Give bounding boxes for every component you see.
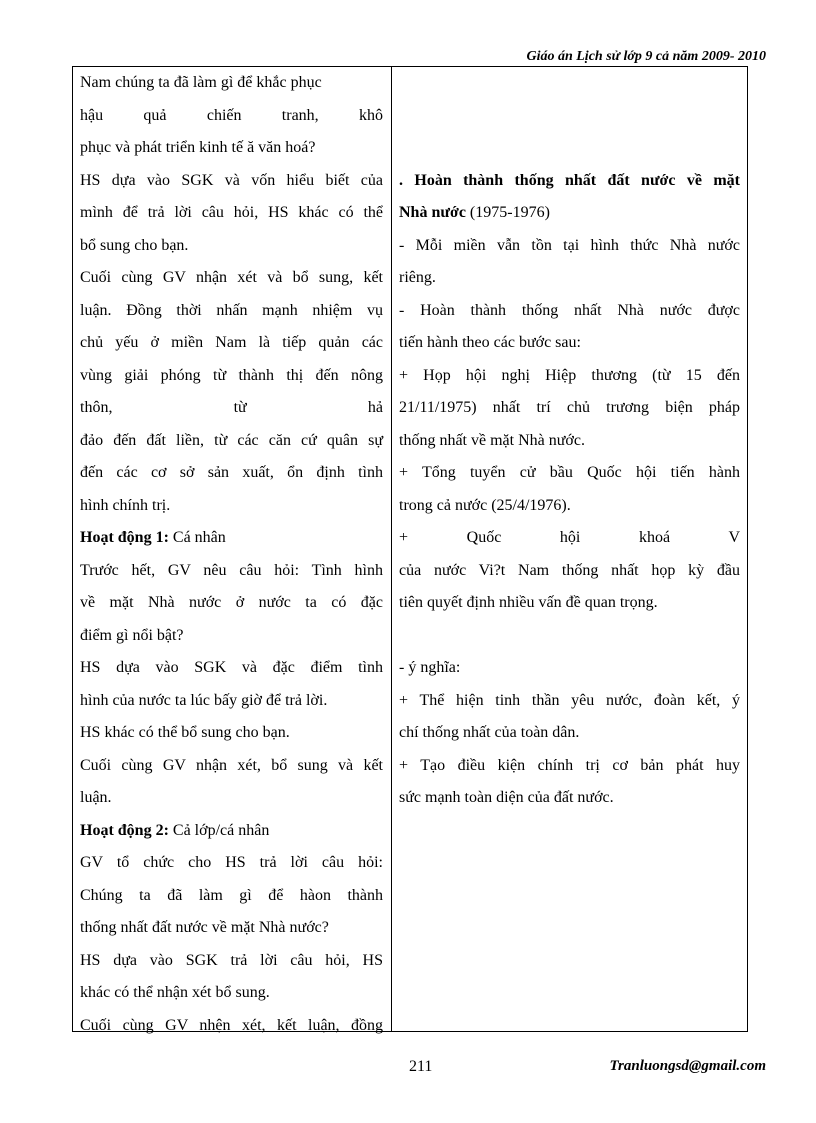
activity-line-text: về mặt Nhà nước ở nước ta có đặc [80, 594, 383, 611]
page-number: 211 [409, 1058, 433, 1075]
activity-line [80, 230, 383, 263]
activity-line [80, 880, 383, 913]
content-line [399, 295, 740, 328]
activity-line-text: thôn, từ hả [80, 399, 383, 416]
content-line [399, 132, 740, 165]
content-line [399, 750, 740, 783]
content-line [399, 327, 740, 360]
content-line-text: trong cả nước (25/4/1976). [399, 496, 571, 514]
activity-line [80, 165, 383, 198]
activity-line-text: mình để trả lời câu hỏi, HS khác có thể [80, 204, 383, 221]
activity-line-text: vùng giải phóng từ thành thị đến nông [80, 366, 383, 384]
column-divider [391, 67, 392, 1031]
activity-line [80, 782, 383, 815]
content-line [399, 685, 740, 718]
activities-column [80, 67, 383, 1042]
activity-line [80, 197, 383, 230]
activity-line [80, 490, 383, 523]
activity-line-text: GV tổ chức cho HS trả lời câu hỏi: [80, 854, 383, 871]
content-line-text: + Quốc hội khoá V [399, 529, 740, 546]
content-line [399, 67, 740, 100]
activity-line-text: hình chính trị. [80, 496, 171, 514]
content-line [399, 717, 740, 750]
content-line [399, 230, 740, 263]
activity-line-text: bổ sung cho bạn. [80, 236, 189, 254]
activity-line-text: Chúng ta đã làm gì để hàon thành [80, 886, 383, 904]
lesson-table [72, 66, 748, 1032]
content-line-text: tiên quyết định nhiều vấn đề quan trọng. [399, 594, 658, 611]
activity-line [80, 945, 383, 978]
content-line-text: sức mạnh toàn diện của đất nước. [399, 789, 614, 806]
activity-line [80, 360, 383, 393]
activity-line-text: Nam chúng ta đã làm gì để khắc phục [80, 74, 322, 91]
content-line-bold: Nhà nước [399, 204, 466, 221]
footer-email: Tranluongsd@gmail.com [609, 1058, 766, 1074]
activity-line [80, 327, 383, 360]
activity-line-text: điểm gì nổi bật? [80, 626, 184, 644]
content-line-text: tiến hành theo các bước sau: [399, 334, 581, 351]
activity-line-text: chủ yếu ở miền Nam là tiếp quản các [80, 334, 383, 351]
content-column [399, 67, 740, 815]
content-line [399, 652, 740, 685]
activity-line [80, 522, 383, 555]
activity-line-text: Trước hết, GV nêu câu hỏi: Tình hình [80, 561, 383, 579]
activity-line-text: HS dựa vào SGK và đặc điểm tình [80, 659, 383, 676]
content-line-text: chí thống nhất của toàn dân. [399, 724, 580, 741]
content-line [399, 555, 740, 588]
activity-line-text: HS khác có thể bổ sung cho bạn. [80, 724, 290, 741]
content-line-text: - Hoàn thành thống nhất Nhà nước được [399, 301, 740, 319]
content-line-text: - Mỗi miền vẫn tồn tại hình thức Nhà nước [399, 236, 740, 254]
activity-line [80, 67, 383, 100]
activity-line [80, 750, 383, 783]
content-line-text: (1975-1976) [465, 204, 550, 221]
activity-line [80, 847, 383, 880]
content-line [399, 587, 740, 620]
activity-line [80, 587, 383, 620]
content-line-text: + Tổng tuyển cử bầu Quốc hội tiến hành [399, 464, 740, 481]
content-line-text: riêng. [399, 269, 436, 286]
content-line [399, 100, 740, 133]
content-line-text: + Tạo điều kiện chính trị cơ bản phát huy [399, 756, 740, 774]
activity-line [80, 652, 383, 685]
content-line [399, 360, 740, 393]
activity-line-text: luận. [80, 789, 112, 806]
activity-line-text: hình của nước ta lúc bấy giờ để trả lời. [80, 691, 328, 709]
activity-line-text: phục và phát triển kinh tế ă văn hoá? [80, 139, 316, 156]
activity-line-text: Cuối cùng GV nhận xét, bổ sung và kết [80, 756, 383, 774]
activity-line-text: luận. Đồng thời nhấn mạnh nhiệm vụ [80, 301, 383, 319]
content-line [399, 262, 740, 295]
activity-line-bold: Hoạt động 1: [80, 529, 169, 546]
activity-line [80, 620, 383, 653]
content-line-text: - ý nghĩa: [399, 659, 461, 676]
content-line-text: + Họp hội nghị Hiệp thương (từ 15 đến [399, 366, 740, 384]
activity-line-text: thống nhất đất nước về mặt Nhà nước? [80, 919, 329, 936]
content-line [399, 392, 740, 425]
activity-line-text: Cá nhân [168, 529, 226, 546]
activity-line [80, 977, 383, 1010]
activity-line [80, 815, 383, 848]
activity-line [80, 685, 383, 718]
activity-line-text: khác có thể nhận xét bổ sung. [80, 984, 270, 1001]
activity-line-text: hậu quả chiến tranh, khô [80, 106, 383, 124]
activity-line [80, 132, 383, 165]
activity-line-text: đến các cơ sở sản xuất, ổn định tình [80, 464, 383, 481]
activity-line [80, 912, 383, 945]
activity-line [80, 1010, 383, 1043]
activity-line [80, 457, 383, 490]
content-line-text: + Thể hiện tinh thần yêu nước, đoàn kết, ý [399, 691, 740, 709]
content-line [399, 522, 740, 555]
activity-line-text: Cả lớp/cá nhân [168, 821, 270, 839]
content-line [399, 782, 740, 815]
activity-line-text: Cuối cùng GV nhện xét, kết luận, đồng [80, 1016, 383, 1034]
activity-line [80, 392, 383, 425]
content-line-text: của nước Vi?t Nam thống nhất họp kỳ đầu [399, 561, 740, 579]
content-line-bold: . Hoàn thành thống nhất đất nước về mặt [399, 171, 740, 189]
content-line [399, 165, 740, 198]
content-line [399, 490, 740, 523]
content-line [399, 620, 740, 653]
activity-line [80, 425, 383, 458]
activity-line-text: HS dựa vào SGK trả lời câu hỏi, HS [80, 951, 383, 969]
content-line [399, 425, 740, 458]
activity-line [80, 717, 383, 750]
content-line [399, 197, 740, 230]
content-line-text: 21/11/1975) nhất trí chủ trương biện pháp [399, 399, 740, 416]
activity-line-text: Cuối cùng GV nhận xét và bổ sung, kết [80, 269, 383, 286]
activity-line [80, 295, 383, 328]
activity-line [80, 100, 383, 133]
document-header: Giáo án Lịch sử lớp 9 cả năm 2009- 2010 [526, 49, 766, 64]
activity-line [80, 262, 383, 295]
content-line [399, 457, 740, 490]
activity-line [80, 555, 383, 588]
activity-line-bold: Hoạt động 2: [80, 821, 169, 839]
activity-line-text: HS dựa vào SGK và vốn hiểu biết của [80, 171, 383, 189]
activity-line-text: đảo đến đất liền, từ các căn cứ quân sự [80, 431, 383, 449]
content-line-text: thống nhất về mặt Nhà nước. [399, 431, 585, 449]
